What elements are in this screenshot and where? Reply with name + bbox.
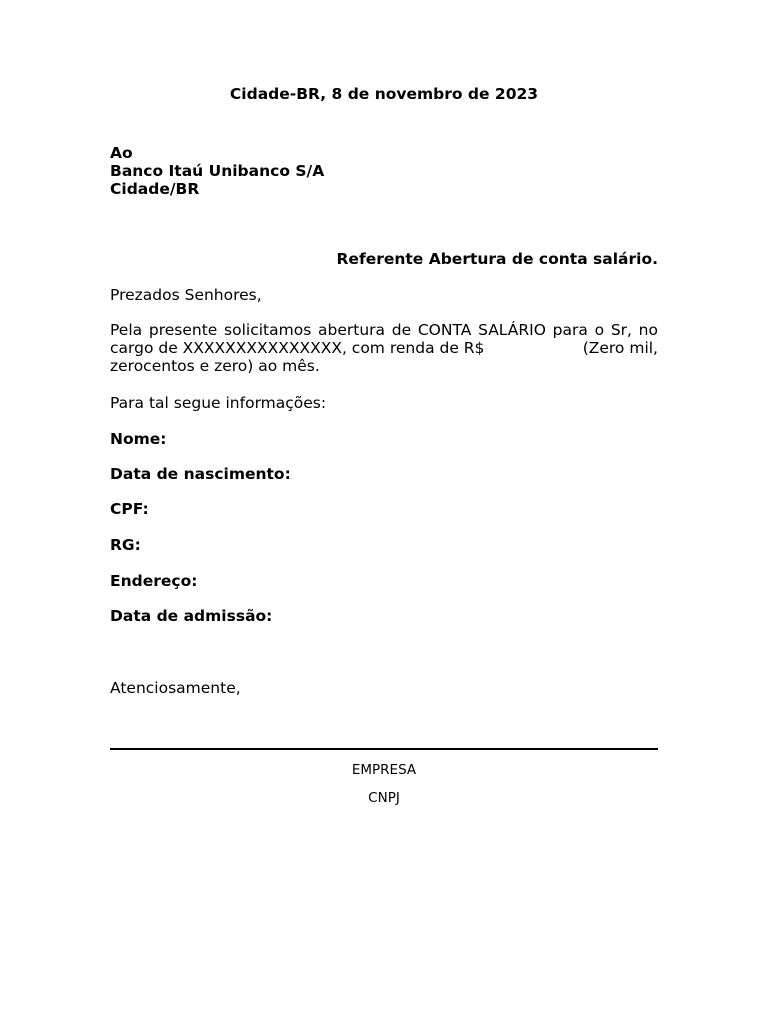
date-line: Cidade-BR, 8 de novembro de 2023 [229,85,539,103]
fields-intro: Para tal segue informações: [110,394,327,412]
signature-company: EMPRESA [351,762,417,778]
field-data-nascimento: Data de nascimento: [110,465,291,483]
field-nome: Nome: [110,430,167,448]
paragraph-line-1 [110,321,658,339]
field-endereco: Endereço: [110,572,198,590]
addressee-line-1: Ao [110,144,133,162]
paragraph-line-2-text: cargo de XXXXXXXXXXXXXXX, com renda de R$ [110,339,485,357]
closing: Atenciosamente, [110,679,241,697]
paragraph-line-2-amount: (Zero mil, [582,339,658,357]
signature-line [110,748,658,750]
request-paragraph [110,321,658,375]
paragraph-line-2 [110,339,658,357]
field-data-admissao: Data de admissão: [110,607,273,625]
signature-cnpj: CNPJ [368,790,400,806]
addressee-bank: Banco Itaú Unibanco S/A [110,162,325,180]
paragraph-line-3: zerocentos e zero) ao mês. [110,357,320,375]
field-rg: RG: [110,536,141,554]
addressee-city: Cidade/BR [110,180,200,198]
field-cpf: CPF: [110,500,149,518]
paragraph-line-1-text: Pela presente solicitamos abertura de CONTA SALÁRIO para o Sr, no [110,321,658,339]
salutation: Prezados Senhores, [110,286,262,304]
subject-line: Referente Abertura de conta salário. [336,250,658,268]
